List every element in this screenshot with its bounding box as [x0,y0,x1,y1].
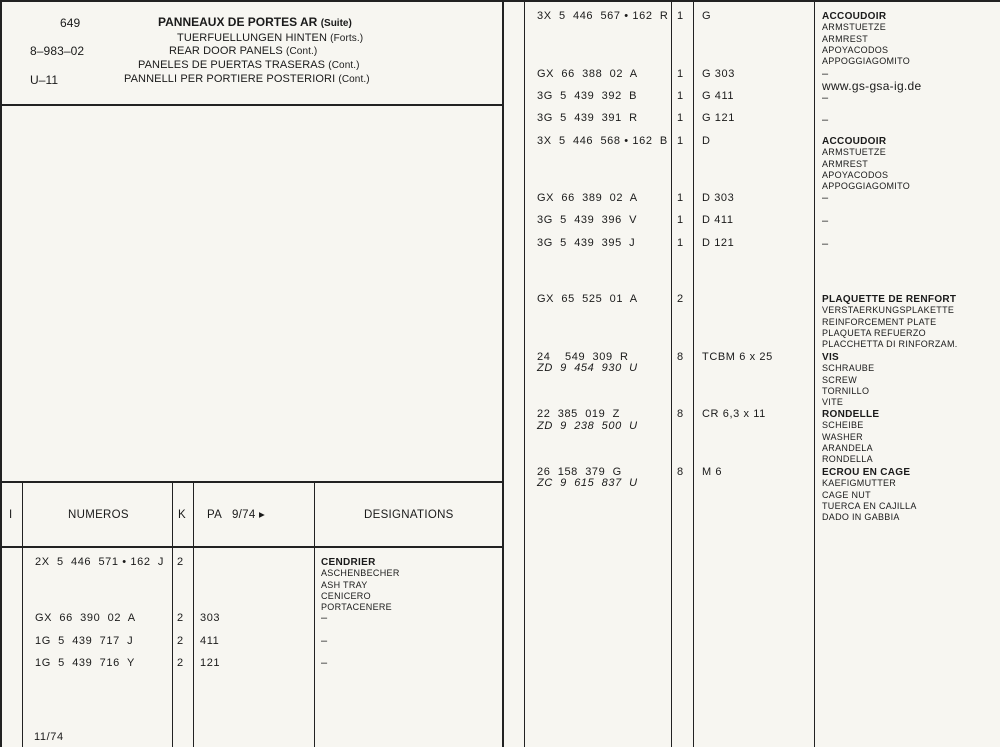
pa-code: M 6 [702,466,723,478]
part-number: 3G 5 439 391 R [537,112,638,124]
pa-code: D 121 [702,237,735,249]
watermark-url: www.gs-gsa-ig.de [822,79,922,93]
alt-part-number: ZC 9 615 837 U [537,477,638,489]
right-col-sep-4 [814,0,815,747]
quantity: 1 [677,192,684,204]
part-number: 3X 5 446 568 • 162 B [537,135,668,147]
part-number: 3X 5 446 567 • 162 R [537,10,669,22]
title-it: PANNELLI PER PORTIERE POSTERIORI (Cont.) [124,73,370,85]
quantity: 1 [677,237,684,249]
designation: – [822,92,829,104]
quantity: 1 [677,68,684,80]
part-number: 26 158 379 G [537,466,622,478]
col-header-pa: PA 9/74 ▸ [207,509,266,521]
part-number: 24 549 309 R [537,351,629,363]
designation: – [321,612,328,624]
quantity: 1 [677,214,684,226]
part-number: GX 65 525 01 A [537,293,638,305]
quantity: 8 [677,408,684,420]
left-col-sep-4 [314,481,315,747]
page-border-top [0,0,1000,2]
page-number: 649 [60,16,81,30]
left-col-sep-2 [172,481,173,747]
quantity: 1 [677,10,684,22]
left-col-sep-3 [193,481,194,747]
pa-code: D 303 [702,192,735,204]
alt-part-number: ZD 9 238 500 U [537,420,638,432]
designation: ECROU EN CAGE KAEFIGMUTTER CAGE NUT TUERCA EN CAJILLA DADO IN GABBIA [822,467,917,523]
left-panel-right-border [502,0,504,747]
quantity: 2 [177,657,184,669]
title-en: REAR DOOR PANELS (Cont.) [169,45,318,57]
designation: RONDELLE SCHEIBE WASHER ARANDELA RONDELLA [822,409,880,465]
section-code: 8–983–02 [30,44,85,58]
alt-part-number: ZD 9 454 930 U [537,362,638,374]
right-col-sep-3 [693,0,694,747]
column-header-top-line [0,481,503,483]
revision-code: U–11 [30,73,59,87]
quantity: 1 [677,90,684,102]
pa-code: 121 [200,657,221,669]
col-header-numeros: NUMEROS [68,509,129,521]
quantity: 2 [177,635,184,647]
page-border-left [0,0,2,747]
title-de: TUERFUELLUNGEN HINTEN (Forts.) [177,32,364,44]
pa-code: G 121 [702,112,735,124]
designation: – [822,238,829,250]
pa-code: G 411 [702,90,735,102]
pa-code: CR 6,3 x 11 [702,408,766,420]
left-col-sep-1 [22,481,23,747]
designation: CENDRIER ASCHENBECHER ASH TRAY CENICERO PORTACENERE [321,557,400,613]
col-header-i: I [9,509,13,521]
pa-code: G [702,10,712,22]
quantity: 1 [677,112,684,124]
part-number: 3G 5 439 396 V [537,214,638,226]
title-fr: PANNEAUX DE PORTES AR (Suite) [158,15,352,29]
right-col-sep-1 [524,0,525,747]
title-es: PANELES DE PUERTAS TRASERAS (Cont.) [138,59,360,71]
part-number: 2X 5 446 571 • 162 J [35,556,164,568]
quantity: 2 [177,612,184,624]
part-number: GX 66 388 02 A [537,68,638,80]
pa-code: D 411 [702,214,734,226]
designation: ACCOUDOIR ARMSTUETZE ARMREST APOYACODOS APPOGGIAGOMITO [822,11,911,67]
pa-code: 303 [200,612,221,624]
designation: – [321,635,328,647]
designation: PLAQUETTE DE RENFORT VERSTAERKUNGSPLAKETTE REINFORCEMENT PLATE PLAQUETA REFUERZO PLACCHETTA DI RINFORZAM. [822,294,958,350]
col-header-k: K [178,509,186,521]
quantity: 2 [177,556,184,568]
designation: – [822,192,829,204]
designation: – [822,68,829,80]
column-header-bottom-line [0,546,503,548]
part-number: 1G 5 439 716 Y [35,657,135,669]
designation: – [321,657,328,669]
footer-date: 11/74 [34,731,64,743]
part-number: GX 66 389 02 A [537,192,638,204]
quantity: 1 [677,135,684,147]
part-number: GX 66 390 02 A [35,612,136,624]
designation: – [822,215,829,227]
quantity: 8 [677,351,684,363]
part-number: 3G 5 439 395 J [537,237,636,249]
pa-code: TCBM 6 x 25 [702,351,773,363]
quantity: 8 [677,466,684,478]
designation: ACCOUDOIR ARMSTUETZE ARMREST APOYACODOS APPOGGIAGOMITO [822,136,911,192]
quantity: 2 [677,293,684,305]
pa-code: 411 [200,635,220,647]
pa-code: G 303 [702,68,735,80]
designation: – [822,114,829,126]
col-header-designations: DESIGNATIONS [364,509,454,521]
pa-code: D [702,135,711,147]
header-divider [0,104,503,106]
designation: VIS SCHRAUBE SCREW TORNILLO VITE [822,352,875,408]
part-number: 3G 5 439 392 B [537,90,638,102]
right-col-sep-2 [671,0,672,747]
part-number: 22 385 019 Z [537,408,620,420]
part-number: 1G 5 439 717 J [35,635,134,647]
